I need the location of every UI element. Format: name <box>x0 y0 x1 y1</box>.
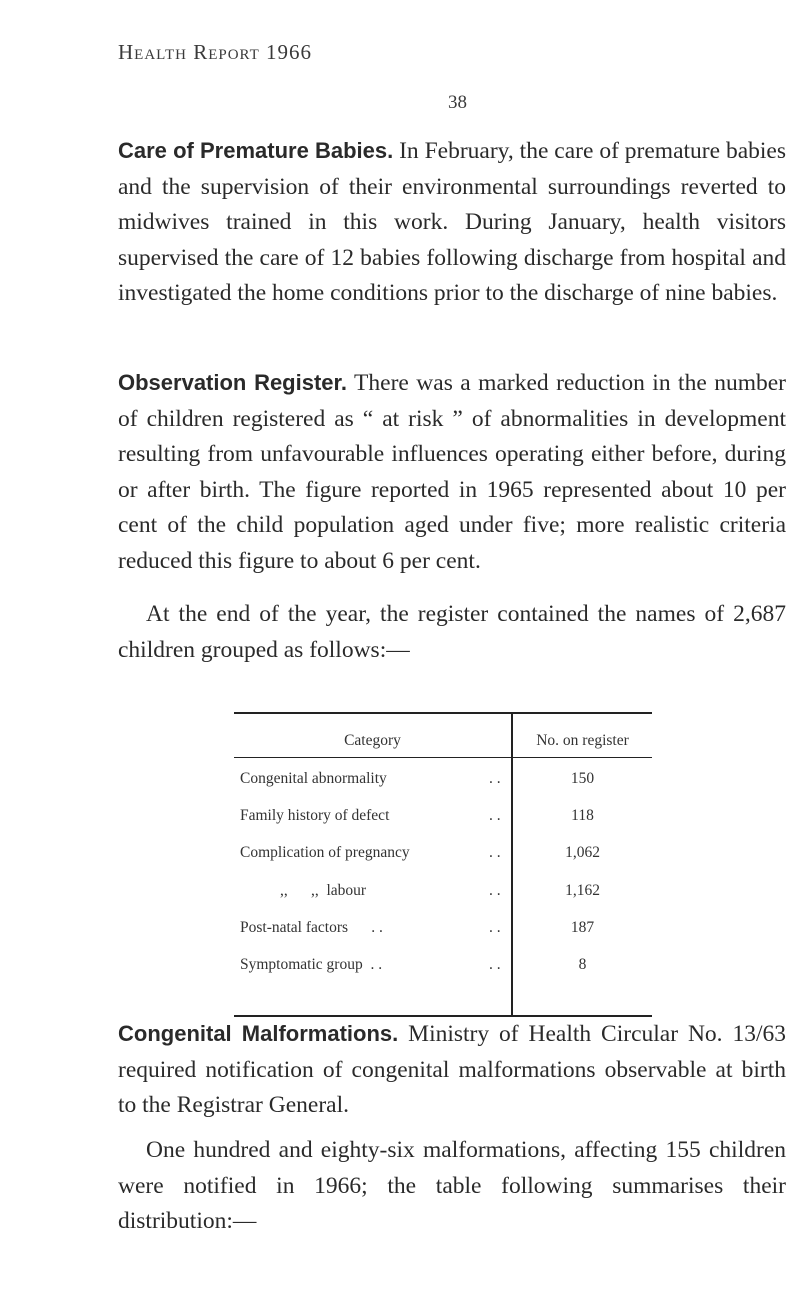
table-row <box>234 807 652 837</box>
row-count: 1,062 <box>565 844 600 861</box>
table-row <box>234 882 652 912</box>
row-leader: . . <box>489 844 501 861</box>
text-congenital-malformations: Ministry of Health Circular No. 13/63 required notification of congenital malformations observable at birth to the Registrar General. <box>118 1021 786 1118</box>
row-count: 150 <box>570 770 595 787</box>
paragraph-premature-babies <box>118 133 786 312</box>
row-count: 118 <box>571 807 594 824</box>
row-leader: . . <box>489 956 501 973</box>
text-observation-register: There was a marked reduction in the number of children registered as “ at risk ” of abnormalities in development resulting from unfavourable influences operating either before, during or after birth. The figure reported in 1965 represented about 10 per cent of the child population aged under five; more realistic criteria reduced this figure to about 6 per cent. <box>118 370 786 574</box>
row-category: Post-natal factors . . <box>240 919 383 936</box>
register-table <box>234 712 652 1017</box>
header-rule <box>234 757 652 758</box>
row-category: ,, ,, labour <box>280 882 367 899</box>
paragraph-malformations-count: One hundred and eighty-six malformations, affecting 155 children were notified in 1966; the table following summarises their distribution:— <box>118 1137 786 1234</box>
row-leader: . . <box>489 807 501 824</box>
table-row <box>234 919 652 949</box>
row-category: Family history of defect <box>240 807 390 824</box>
header-category: Category <box>344 732 401 749</box>
row-count: 1,162 <box>565 882 600 899</box>
row-leader: . . <box>489 882 501 899</box>
row-category: Congenital abnormality <box>240 770 387 787</box>
row-category: Complication of pregnancy <box>240 844 410 861</box>
row-leader: . . <box>489 919 501 936</box>
row-leader: . . <box>489 770 501 787</box>
heading-premature-babies: Care of Premature Babies. <box>118 138 394 163</box>
header-count: No. on register <box>536 732 629 749</box>
table-row <box>234 956 652 986</box>
paragraph-register-end: At the end of the year, the register contained the names of 2,687 children grouped as follows:— <box>118 601 786 663</box>
row-category: Symptomatic group . . <box>240 956 383 973</box>
table-row <box>234 844 652 874</box>
paragraph-observation-register <box>118 365 786 579</box>
running-head: Health Report 1966 <box>118 40 313 64</box>
page-number: 38 <box>448 92 467 113</box>
text-premature-babies: In February, the care of premature babies and the supervision of their environmental surroundings reverted to midwives trained in this work. During January, health visitors supervised the care of 12 babies following discharge from hospital and investigated the home conditions prior to the discharge of nine babies. <box>118 138 786 306</box>
row-count: 187 <box>570 919 595 936</box>
row-count: 8 <box>578 956 587 973</box>
heading-congenital-malformations: Congenital Malformations. <box>118 1021 399 1046</box>
table-row <box>234 770 652 800</box>
paragraph-congenital-malformations <box>118 1016 786 1124</box>
heading-observation-register: Observation Register. <box>118 370 347 395</box>
